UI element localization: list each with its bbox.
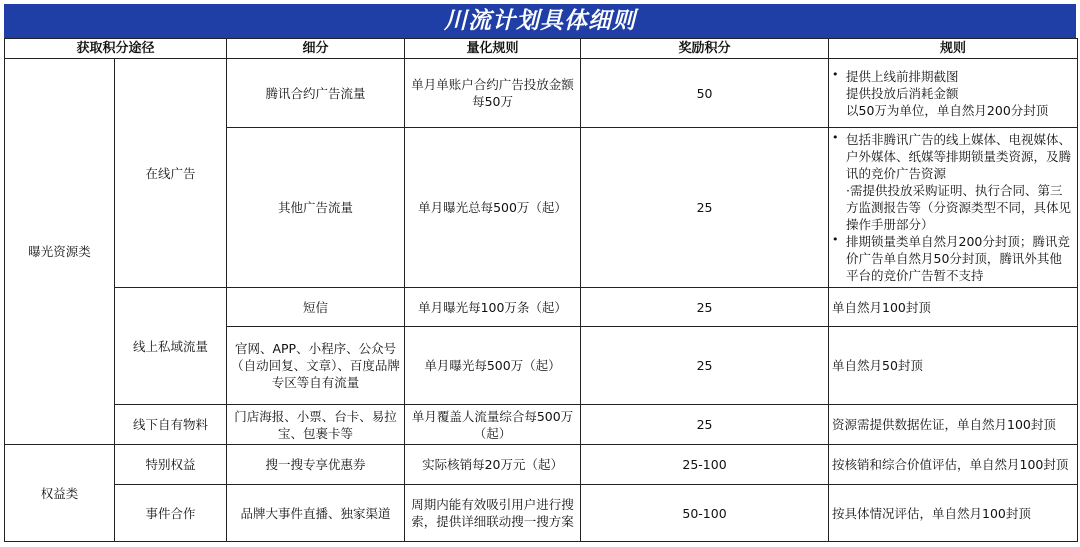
table-row (5, 405, 1078, 445)
sub-item: 品牌大事件直播、独家渠道 (227, 485, 405, 542)
quant-rule: 单月曝光总每500万（起） (405, 128, 581, 288)
subgroup-special-rights: 特别权益 (115, 445, 227, 485)
rule-line: 提供投放后消耗金额 (846, 85, 959, 101)
points: 25-100 (581, 445, 829, 485)
points: 25 (581, 327, 829, 405)
table-row (5, 485, 1078, 542)
table-row (5, 445, 1078, 485)
sub-item: 搜一搜专享优惠券 (227, 445, 405, 485)
quant-rule: 单月曝光每500万（起） (405, 327, 581, 405)
table-row (5, 59, 1078, 128)
points: 25 (581, 128, 829, 288)
header-rules: 规则 (829, 39, 1078, 59)
group-exposure: 曝光资源类 (5, 59, 115, 445)
rules-cell: 按核销和综合价值评估，单自然月100封顶 (829, 445, 1078, 485)
rules-cell: 资源需提供数据佐证，单自然月100封顶 (829, 405, 1078, 445)
sub-item: 腾讯合约广告流量 (227, 59, 405, 128)
header-source: 获取积分途径 (5, 39, 227, 59)
rules-table (4, 38, 1078, 542)
sub-item: 短信 (227, 288, 405, 327)
quant-rule: 周期内能有效吸引用户进行搜索，提供详细联动搜一搜方案 (405, 485, 581, 542)
rules-cell: 单自然月100封顶 (829, 288, 1078, 327)
rules-cell: 按具体情况评估，单自然月100封顶 (829, 485, 1078, 542)
rules-cell: 单自然月50封顶 (829, 327, 1078, 405)
subgroup-offline: 线下自有物料 (115, 405, 227, 445)
points: 50 (581, 59, 829, 128)
quant-rule: 单月覆盖人流量综合每500万（起） (405, 405, 581, 445)
subgroup-private-traffic: 线上私域流量 (115, 288, 227, 405)
header-points: 奖励积分 (581, 39, 829, 59)
sub-item: 门店海报、小票、台卡、易拉宝、包裹卡等 (227, 405, 405, 445)
points: 25 (581, 288, 829, 327)
table-row (5, 288, 1078, 327)
quant-rule: 实际核销每20万元（起） (405, 445, 581, 485)
rule-line: • 排期锁量类单自然月200分封顶；腾讯竞价广告单自然月50分封顶，腾讯外其他平台的竞价广告暂不支持 (832, 233, 1074, 284)
subgroup-event: 事件合作 (115, 485, 227, 542)
group-rights: 权益类 (5, 445, 115, 542)
rule-line: • 提供上线前排期截图 (832, 68, 1074, 85)
points: 50-100 (581, 485, 829, 542)
subgroup-online-ads: 在线广告 (115, 59, 227, 288)
sub-item: 官网、APP、小程序、公众号（自动回复、文章）、百度品牌专区等自有流量 (227, 327, 405, 405)
page-title: 川流计划具体细则 (4, 4, 1076, 38)
quant-rule: 单月曝光每100万条（起） (405, 288, 581, 327)
header-row (5, 39, 1078, 59)
quant-rule: 单月单账户合约广告投放金额每50万 (405, 59, 581, 128)
rules-cell (829, 128, 1078, 288)
sub-item: 其他广告流量 (227, 128, 405, 288)
rule-line: ·需提供投放采购证明、执行合同、第三方监测报告等（分资源类型不同，具体见操作手册部分） (846, 183, 1072, 232)
points: 25 (581, 405, 829, 445)
rules-cell (829, 59, 1078, 128)
rule-line: 以50万为单位，单自然月200分封顶 (846, 102, 1049, 118)
header-quant-rule: 量化规则 (405, 39, 581, 59)
rule-line: • 包括非腾讯广告的线上媒体、电视媒体、户外媒体、纸媒等排期锁量类资源，及腾讯的竞价广告资源 (832, 131, 1074, 182)
header-subdivision: 细分 (227, 39, 405, 59)
